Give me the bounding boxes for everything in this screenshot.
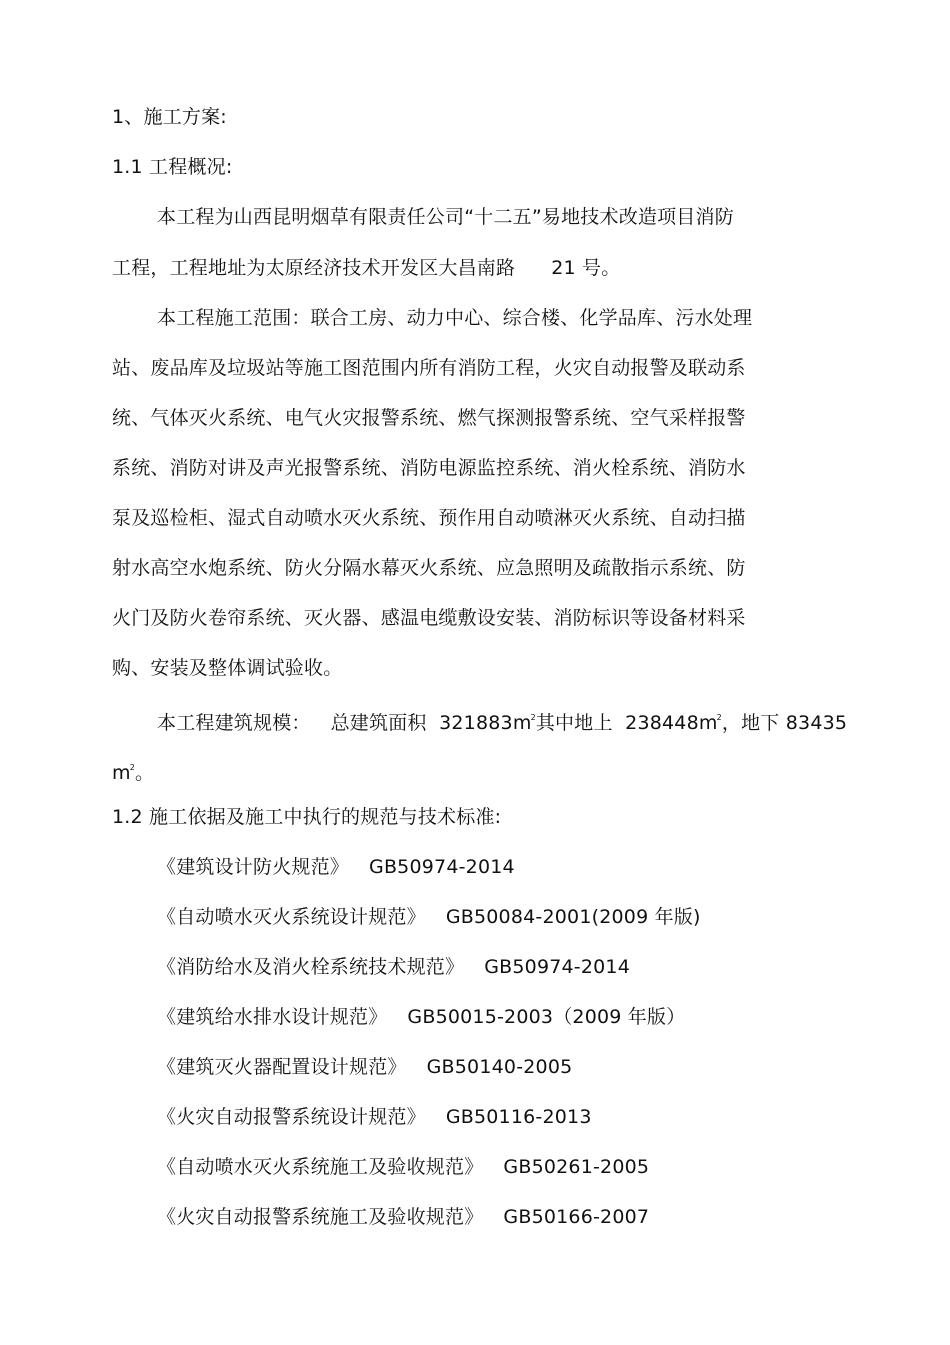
section-heading-1: 1、施工方案:	[112, 106, 227, 128]
area-unit: m	[112, 762, 131, 784]
standard-item	[157, 1152, 649, 1182]
standard-title: 《建筑灭火器配置设计规范》	[157, 1056, 407, 1078]
standard-item	[157, 1052, 572, 1082]
scope-paragraph-line: 泵及巡检柜、湿式自动喷水灭火系统、预作用自动喷淋灭火系统、自动扫描	[112, 507, 746, 529]
standard-code: GB50084-2001(2009 年版)	[445, 906, 701, 928]
scale-label: 本工程建筑规模：	[157, 712, 311, 734]
area-unit-superscript: 2	[129, 763, 136, 772]
scope-paragraph-line: 站、废品库及垃圾站等施工图范围内所有消防工程，火灾自动报警及联动系	[112, 357, 746, 379]
area-unit-superscript: 2	[716, 713, 722, 722]
standard-item	[157, 852, 515, 882]
standard-code: GB50140-2005	[426, 1056, 573, 1078]
standard-item	[157, 952, 630, 982]
standard-code: GB50974-2014	[484, 956, 631, 978]
scope-paragraph-line: 统、气体灭火系统、电气火灾报警系统、燃气探测报警系统、空气采样报警	[112, 407, 746, 429]
overview-paragraph-line	[112, 253, 620, 283]
standard-title: 《火灾自动报警系统施工及验收规范》	[157, 1206, 484, 1228]
area-unit-superscript: 2	[530, 713, 536, 722]
area-unit: m	[698, 712, 718, 734]
scale-below-value: 83435	[785, 712, 848, 734]
building-scale-line	[157, 703, 847, 733]
building-scale-line-end	[112, 753, 154, 783]
area-unit: m	[512, 712, 532, 734]
scope-paragraph-line: 本工程施工范围：联合工房、动力中心、综合楼、化学品库、污水处理	[157, 307, 753, 329]
standard-title: 《消防给水及消火栓系统技术规范》	[157, 956, 465, 978]
standard-code: GB50116-2013	[445, 1106, 592, 1128]
standard-item	[157, 1002, 685, 1032]
scope-paragraph-line: 系统、消防对讲及声光报警系统、消防电源监控系统、消火栓系统、消防水	[112, 457, 746, 479]
standard-title: 《建筑设计防火规范》	[157, 856, 350, 878]
section-heading-1-2: 1.2 施工依据及施工中执行的规范与技术标准:	[112, 806, 502, 828]
scale-end: 。	[135, 762, 155, 784]
standard-item	[157, 902, 701, 932]
standard-code: GB50166-2007	[503, 1206, 650, 1228]
overview-paragraph-line: 本工程为山西昆明烟草有限责任公司“十二五”易地技术改造项目消防	[157, 206, 734, 228]
standard-item	[157, 1102, 592, 1132]
section-heading-1-1: 1.1 工程概况:	[112, 156, 233, 178]
standard-title: 《火灾自动报警系统设计规范》	[157, 1106, 426, 1128]
standard-item	[157, 1202, 649, 1232]
scale-below-text: ，地下	[721, 712, 780, 734]
scale-total-value: 321883	[439, 712, 513, 734]
standard-title: 《自动喷水灭火系统设计规范》	[157, 906, 426, 928]
scale-total-text: 总建筑面积	[330, 712, 427, 734]
standard-title: 《建筑给水排水设计规范》	[157, 1006, 388, 1028]
standard-code: GB50261-2005	[503, 1156, 650, 1178]
standard-code: GB50015-2003（2009 年版）	[407, 1006, 686, 1028]
scope-paragraph-line: 火门及防火卷帘系统、灭火器、感温电缆敷设安装、消防标识等设备材料采	[112, 607, 746, 629]
address-number: 21 号。	[551, 257, 621, 279]
scale-above-text: 其中地上	[535, 712, 613, 734]
scope-paragraph-line: 射水高空水炮系统、防火分隔水幕灭火系统、应急照明及疏散指示系统、防	[112, 557, 746, 579]
address-text: 工程，工程地址为太原经济技术开发区大昌南路	[112, 257, 516, 279]
scale-above-value: 238448	[625, 712, 699, 734]
scope-paragraph-line: 购、安装及整体调试验收。	[112, 657, 343, 679]
standard-title: 《自动喷水灭火系统施工及验收规范》	[157, 1156, 484, 1178]
standard-code: GB50974-2014	[369, 856, 515, 878]
